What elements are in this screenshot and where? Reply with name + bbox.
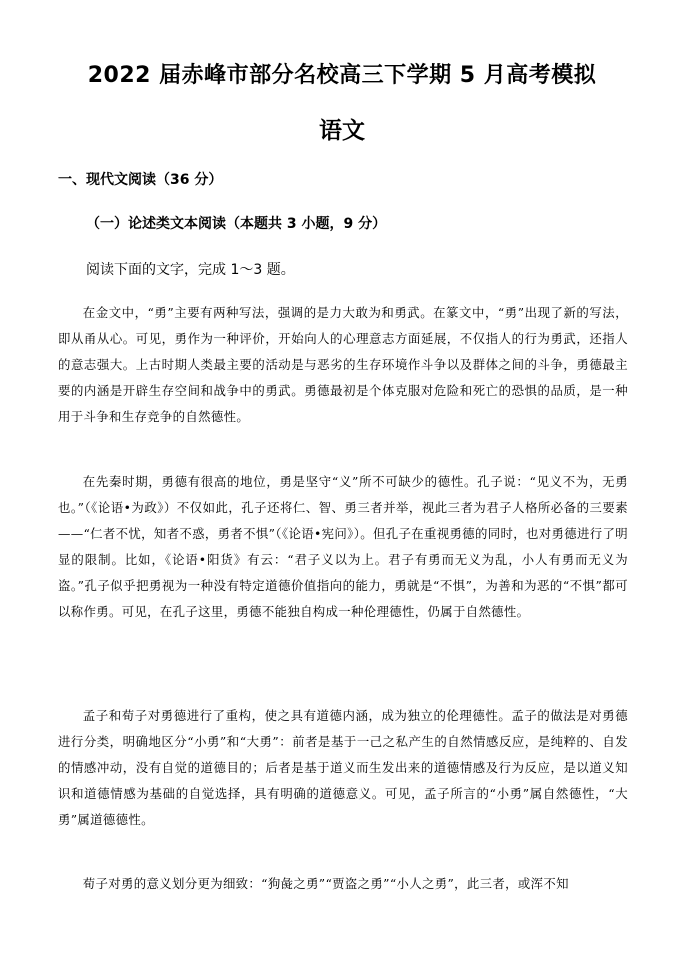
section-heading: 一、现代文阅读（36 分） [58, 172, 223, 188]
paragraph-4: 荀子对勇的意义划分更为细致：“狗彘之勇”“贾盗之勇”“小人之勇”，此三者，或浑不知 [82, 876, 569, 891]
subsection-heading: （一）论述类文本阅读（本题共 3 小题，9 分） [86, 216, 387, 232]
document-subject: 语文 [319, 118, 365, 144]
document-title: 2022 届赤峰市部分名校高三下学期 5 月高考模拟 [87, 63, 597, 88]
reading-instruction: 阅读下面的文字，完成 1～3 题。 [86, 262, 295, 278]
paragraph-1: 在金文中，“勇”主要有两种写法，强调的是力大敢为和勇武。在篆文中，“勇”出现了新的写法，即从甬从心。可见，勇作为一种评价，开始向人的心理意志方面延展，不仅指人的行为勇武，还指人的意志强大。上古时期人类最主要的活动是与恶劣的生存环境作斗争以及群体之间的斗争，勇德最主要的内涵是开辟生存空间和战争中的勇武。勇德最初是个体克服对危险和死亡的恐惧的品质，是一种用于斗争和生存竞争的自然德性。 [58, 305, 628, 424]
paragraph-2: 在先秦时期，勇德有很高的地位，勇是坚守“义”所不可缺少的德性。孔子说：“见义不为，无勇也。”（《论语•为政》）不仅如此，孔子还将仁、智、勇三者并举，视此三者为君子人格所必备的三要素——“仁者不忧，知者不惑，勇者不惧”（《论语•宪问》）。但孔子在重视勇德的同时，也对勇德进行了明显的限制。比如，《论语•阳货》有云：“君子义以为上。君子有勇而无义为乱，小人有勇而无义为盗。”孔子似乎把勇视为一种没有特定道德价值指向的能力，勇就是“不惧”，为善和为恶的“不惧”都可以称作勇。可见，在孔子这里，勇德不能独自构成一种伦理德性，仍属于自然德性。 [58, 474, 628, 619]
paragraph-3: 孟子和荀子对勇德进行了重构，使之具有道德内涵，成为独立的伦理德性。孟子的做法是对勇德进行分类，明确地区分“小勇”和“大勇”：前者是基于一己之私产生的自然情感反应，是纯粹的、自发的情感冲动，没有自觉的道德目的；后者是基于道义而生发出来的道德情感及行为反应，是以道义知识和道德情感为基础的自觉选择，具有明确的道德意义。可见，孟子所言的“小勇”属自然德性，“大勇”属道德德性。 [58, 708, 628, 827]
